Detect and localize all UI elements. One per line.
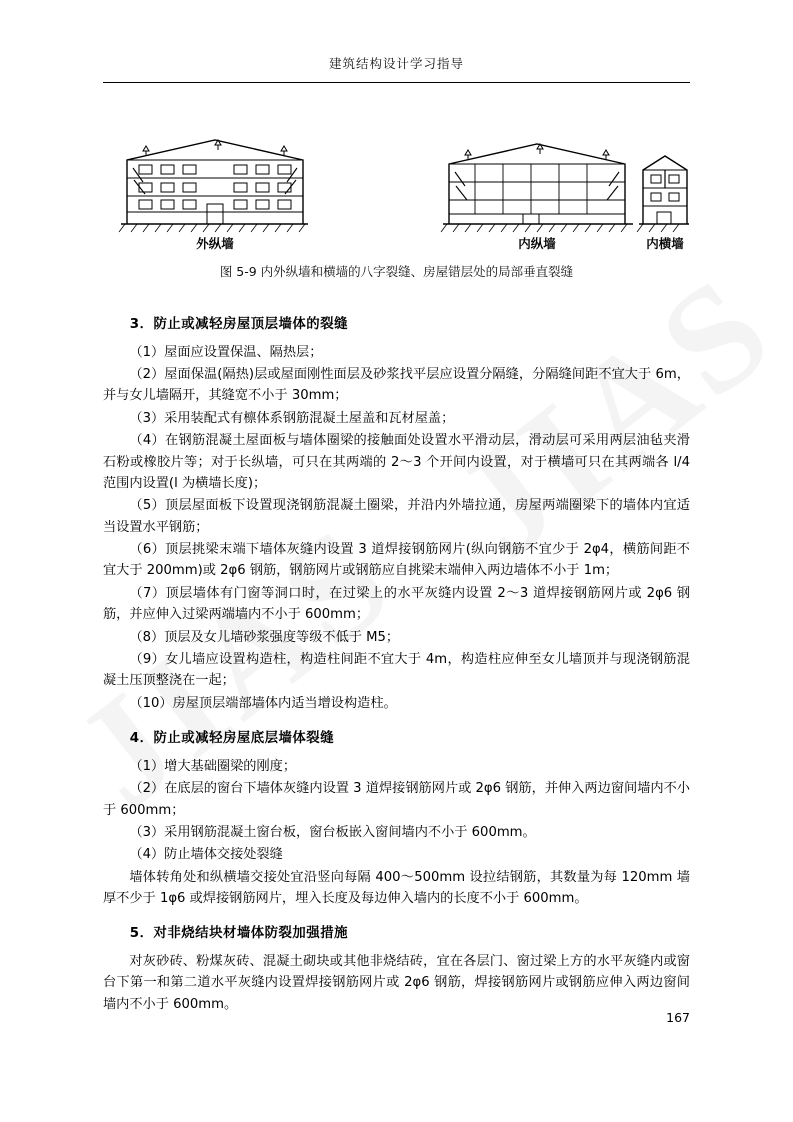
- paragraph: （8）顶层及女儿墙砂浆强度等级不低于 M5；: [129, 629, 400, 645]
- running-header: 建筑结构设计学习指导: [328, 56, 464, 71]
- paragraph: （4）在钢筋混凝土屋面板与墙体圈梁的接触面处设置水平滑动层，滑动层可采用两层油毡夹滑石粉或橡胶片等；对于长纵墙，可只在其两端的 2～3 个开间内设置，对于横墙可只在其两端各 l/4 范围内设置(l 为横墙长度)；: [103, 433, 690, 491]
- section-heading-5: 5．对非烧结块材墙体防裂加强措施: [129, 926, 348, 942]
- section-heading-4: 4．防止或减轻房屋底层墙体裂缝: [129, 731, 335, 747]
- paragraph: （3）采用装配式有檩体系钢筋混凝土屋盖和瓦材屋盖；: [129, 410, 455, 426]
- paragraph: （3）采用钢筋混凝土窗台板，窗台板嵌入窗间墙内不小于 600mm。: [129, 824, 536, 840]
- paragraph: （6）顶层挑梁末端下墙体灰缝内设置 3 道焊接钢筋网片(纵向钢筋不宜少于 2φ4，横筋间距不宜大于 200mm)或 2φ6 钢筋，钢筋网片或钢筋应自挑梁末端伸入两边墙体不小于 1m；: [103, 542, 690, 579]
- figure-caption: 图 5-9 内外纵墙和横墙的八字裂缝、房屋错层处的局部垂直裂缝: [219, 264, 574, 279]
- paragraph: （9）女儿墙应设置构造柱，构造柱间距不宜大于 4m，构造柱应伸至女儿墙顶并与现浇钢筋混凝土压顶整浇在一起；: [103, 651, 690, 689]
- paragraph: （10）房屋顶层端部墙体内适当增设构造柱。: [129, 695, 397, 711]
- figure-5-9: [103, 118, 690, 258]
- paragraph: （1）屋面应设置保温、隔热层；: [129, 344, 323, 360]
- document-body: [103, 300, 690, 1016]
- svg-text:内横墙: 内横墙: [646, 236, 684, 251]
- header-divider: [103, 82, 690, 83]
- paragraph: （2）屋面保温(隔热)层或屋面刚性面层及砂浆找平层应设置分隔缝，分隔缝间距不宜大于 6m，并与女儿墙隔开，其缝宽不小于 30mm；: [103, 367, 690, 404]
- paragraph: （4）防止墙体交接处裂缝: [129, 847, 283, 863]
- paragraph: 对灰砂砖、粉煤灰砖、混凝土砌块或其他非烧结砖，宜在各层门、窗过梁上方的水平灰缝内或窗台下第一和第二道水平灰缝内设置焊接钢筋网片或 2φ6 钢筋，焊接钢筋网片或钢筋应伸入两边窗间墙内不小于 600mm。: [103, 954, 690, 1012]
- paragraph: 墙体转角处和纵横墙交接处宜沿竖向每隔 400～500mm 设拉结钢筋，其数量为每 120mm 墙厚不少于 1φ6 或焊接钢筋网片，埋入长度及每边伸入墙内的长度不小于 600mm。: [103, 869, 690, 907]
- svg-text:内纵墙: 内纵墙: [518, 236, 556, 251]
- page-number: 167: [666, 1010, 690, 1025]
- paragraph: （5）顶层屋面板下设置现浇钢筋混凝土圈梁，并沿内外墙拉通，房屋两端圈梁下的墙体内宜适当设置水平钢筋；: [103, 498, 690, 535]
- section-heading-3: 3．防止或减轻房屋顶层墙体的裂缝: [129, 317, 348, 332]
- svg-text:外纵墙: 外纵墙: [196, 236, 234, 251]
- paragraph: （2）在底层的窗台下墙体灰缝内设置 3 道焊接钢筋网片或 2φ6 钢筋，并伸入两边窗间墙内不小于 600mm；: [103, 781, 690, 818]
- paragraph: （1）增大基础圈梁的刚度；: [129, 758, 297, 774]
- paragraph: （7）顶层墙体有门窗等洞口时，在过梁上的水平灰缝内设置 2～3 道焊接钢筋网片或 2φ6 钢筋，并应伸入过梁两端墙内不小于 600mm；: [103, 585, 690, 623]
